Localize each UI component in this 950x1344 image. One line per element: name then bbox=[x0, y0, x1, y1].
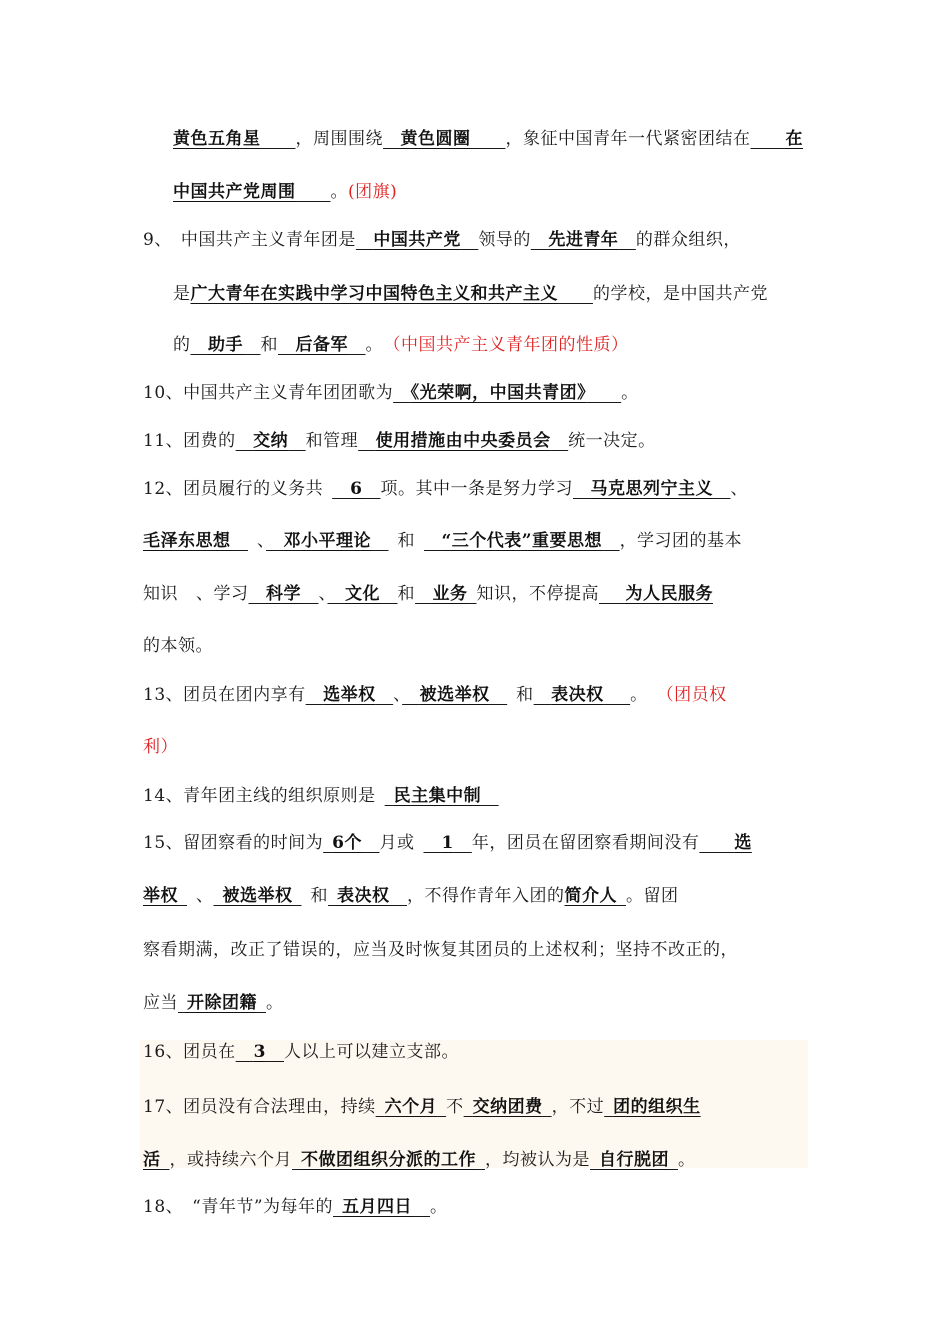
note: (团旗) bbox=[348, 182, 398, 202]
answer: 开除团籍 bbox=[187, 993, 257, 1013]
answer: 先进青年 bbox=[548, 230, 619, 250]
note: （中国共产主义青年团的性质） bbox=[392, 335, 629, 355]
text: 。 bbox=[621, 383, 639, 403]
text: 人以上可以建立支部。 bbox=[283, 1042, 459, 1062]
blank-underline bbox=[713, 479, 731, 499]
text: 和 bbox=[397, 584, 415, 604]
blank-underline bbox=[333, 1197, 342, 1217]
text: 知识 bbox=[143, 584, 178, 604]
blank-underline bbox=[590, 1150, 599, 1170]
text-line bbox=[173, 333, 629, 357]
blank-underline bbox=[602, 531, 620, 551]
blank-underline bbox=[531, 230, 549, 250]
text: 。 bbox=[630, 685, 648, 705]
text: 项。其中一条是努力学习 bbox=[380, 479, 573, 499]
text: 察看期满，改正了错误的，应当及时恢复其团员的上述权利；坚持不改正的， bbox=[143, 940, 738, 960]
answer: 举权 bbox=[143, 886, 178, 906]
text: 不 bbox=[446, 1097, 464, 1117]
question-14 bbox=[143, 784, 499, 808]
text-line bbox=[143, 1148, 696, 1172]
answer: 业务 bbox=[432, 584, 468, 604]
blank-underline bbox=[348, 335, 366, 355]
question-10 bbox=[143, 381, 639, 405]
text-line bbox=[143, 582, 713, 606]
text: 。 bbox=[678, 1150, 696, 1170]
question-18 bbox=[143, 1195, 448, 1219]
text: 。 bbox=[365, 335, 375, 355]
blank-underline bbox=[415, 584, 433, 604]
text: 17、 bbox=[143, 1097, 184, 1117]
blank-underline bbox=[402, 685, 420, 705]
blank-underline bbox=[424, 531, 442, 551]
blank-underline bbox=[454, 833, 472, 853]
text: 和 bbox=[310, 886, 328, 906]
answer: 表决权 bbox=[337, 886, 390, 906]
blank-underline bbox=[390, 886, 408, 906]
answer: 使用措施由中央委员会 bbox=[375, 431, 551, 451]
text: 团员履行的义务共 bbox=[183, 479, 324, 499]
blank-underline bbox=[293, 886, 302, 906]
answer: 黄色五角星 bbox=[173, 129, 261, 149]
blank-underline bbox=[362, 479, 380, 499]
blank-underline bbox=[617, 886, 626, 906]
blank-underline bbox=[481, 786, 499, 806]
text-line bbox=[143, 938, 738, 962]
text-line bbox=[143, 735, 178, 759]
text: 团员在团内享有 bbox=[183, 685, 306, 705]
text: 9、 bbox=[143, 230, 172, 250]
blank-underline bbox=[323, 833, 332, 853]
text: 知识，不停提高 bbox=[476, 584, 599, 604]
blank-underline bbox=[393, 383, 411, 403]
blank-underline bbox=[362, 833, 380, 853]
blank-underline bbox=[371, 531, 389, 551]
blank-underline bbox=[383, 129, 401, 149]
text-line bbox=[173, 127, 803, 151]
text: 团员没有合法理由，持续 bbox=[183, 1097, 376, 1117]
text: 的本领。 bbox=[143, 636, 213, 656]
text: 、 bbox=[318, 584, 328, 604]
text: ，不得作青年入团的 bbox=[407, 886, 565, 906]
blank-underline bbox=[423, 833, 441, 853]
text: 14、 bbox=[143, 786, 184, 806]
blank-underline bbox=[471, 129, 506, 149]
blank-underline bbox=[618, 230, 636, 250]
text: ，学习团的基本 bbox=[619, 531, 743, 551]
answer: 科学 bbox=[266, 584, 301, 604]
text: ，或持续六个月 bbox=[169, 1150, 292, 1170]
text: 团员在 bbox=[183, 1042, 236, 1062]
answer: 文化 bbox=[345, 584, 380, 604]
answer: 助手 bbox=[208, 335, 243, 355]
text: 留团察看的时间为 bbox=[183, 833, 324, 853]
blank-underline bbox=[328, 584, 346, 604]
answer: 6个 bbox=[332, 833, 362, 853]
blank-underline bbox=[266, 1042, 284, 1062]
blank-underline bbox=[358, 431, 376, 451]
blank-underline bbox=[257, 993, 266, 1013]
answer: 选举权 bbox=[323, 685, 376, 705]
text: 中国共产主义青年团团歌为 bbox=[183, 383, 394, 403]
answer: 《光荣啊，中国共青团》 bbox=[410, 383, 587, 403]
text: 和 bbox=[260, 335, 278, 355]
text-line bbox=[173, 282, 768, 306]
blank-underline bbox=[266, 531, 284, 551]
text: 12、 bbox=[143, 479, 184, 499]
text: 。 bbox=[266, 993, 284, 1013]
text: 16、 bbox=[143, 1042, 184, 1062]
blank-underline bbox=[236, 431, 254, 451]
question-12 bbox=[143, 477, 748, 501]
text: 10、 bbox=[143, 383, 184, 403]
text: 的群众组织， bbox=[635, 230, 741, 250]
answer: 广大青年在实践中学习中国特色主义和共产主义 bbox=[190, 284, 558, 304]
text: ，周围围绕 bbox=[295, 129, 383, 149]
text: 领导的 bbox=[478, 230, 531, 250]
answer: 马克思列宁主义 bbox=[590, 479, 713, 499]
blank-underline bbox=[288, 431, 306, 451]
answer: 民主集中制 bbox=[393, 786, 482, 806]
blank-underline bbox=[191, 335, 209, 355]
blank-underline bbox=[292, 1150, 301, 1170]
blank-underline bbox=[558, 284, 593, 304]
answer: 被选举权 bbox=[222, 886, 293, 906]
blank-underline bbox=[214, 886, 223, 906]
blank-underline bbox=[380, 584, 398, 604]
answer: 后备军 bbox=[295, 335, 348, 355]
blank-underline bbox=[464, 1097, 473, 1117]
question-13 bbox=[143, 683, 727, 707]
answer: 1 bbox=[441, 833, 454, 853]
blank-underline bbox=[231, 531, 249, 551]
text: 青年团主线的组织原则是 bbox=[183, 786, 376, 806]
question-11 bbox=[143, 429, 656, 453]
text: 年，团员在留团察看期间没有 bbox=[471, 833, 700, 853]
blank-underline bbox=[669, 1150, 678, 1170]
blank-underline bbox=[586, 383, 621, 403]
text: 、 bbox=[730, 479, 748, 499]
answer: 五月四日 bbox=[342, 1197, 413, 1217]
blank-underline bbox=[437, 1097, 446, 1117]
text: 和 bbox=[397, 531, 415, 551]
blank-underline bbox=[296, 182, 331, 202]
blank-underline bbox=[468, 584, 477, 604]
text: 18、 bbox=[143, 1197, 184, 1217]
blank-underline bbox=[534, 685, 552, 705]
text: 团费的 bbox=[183, 431, 236, 451]
blank-underline bbox=[236, 1042, 254, 1062]
text-line bbox=[143, 634, 213, 658]
answer: 团的组织生 bbox=[613, 1097, 701, 1117]
blank-underline bbox=[490, 685, 508, 705]
text-line bbox=[173, 180, 397, 204]
blank-underline bbox=[461, 230, 479, 250]
text-line bbox=[143, 884, 679, 908]
text: ，均被认为是 bbox=[485, 1150, 590, 1170]
blank-underline bbox=[385, 786, 394, 806]
answer: 6 bbox=[350, 479, 363, 499]
blank-underline bbox=[699, 833, 734, 853]
text: 中国共产主义青年团是 bbox=[180, 230, 356, 250]
text: 、学习 bbox=[196, 584, 249, 604]
text: 、 bbox=[257, 531, 266, 551]
blank-underline bbox=[476, 1150, 485, 1170]
text: 。留团 bbox=[626, 886, 679, 906]
text: 的学校，是中国共产党 bbox=[593, 284, 768, 304]
blank-underline bbox=[356, 230, 374, 250]
text: 和 bbox=[516, 685, 534, 705]
blank-underline bbox=[543, 1097, 552, 1117]
question-17 bbox=[143, 1095, 701, 1119]
text: 统一决定。 bbox=[568, 431, 656, 451]
answer: 邓小平理论 bbox=[283, 531, 371, 551]
question-9 bbox=[143, 228, 741, 252]
blank-underline bbox=[751, 129, 786, 149]
blank-underline bbox=[161, 1150, 170, 1170]
note: 利） bbox=[143, 737, 178, 757]
blank-underline bbox=[573, 479, 591, 499]
text: ，不过 bbox=[551, 1097, 605, 1117]
answer: “三个代表”重要思想 bbox=[441, 531, 603, 551]
blank-underline bbox=[306, 685, 324, 705]
answer: 不做团组织分派的工作 bbox=[301, 1150, 476, 1170]
answer: 3 bbox=[253, 1042, 266, 1062]
answer: 毛泽东思想 bbox=[143, 531, 231, 551]
answer: 黄色圆圈 bbox=[400, 129, 471, 149]
text: 和管理 bbox=[305, 431, 359, 451]
blank-underline bbox=[604, 685, 631, 705]
blank-underline bbox=[412, 1197, 430, 1217]
answer: 自行脱团 bbox=[599, 1150, 669, 1170]
blank-underline bbox=[301, 584, 319, 604]
note: （团员权 bbox=[656, 685, 727, 705]
question-16 bbox=[143, 1040, 459, 1064]
text: 的 bbox=[173, 335, 191, 355]
answer: 为人民服务 bbox=[625, 584, 713, 604]
text: 是 bbox=[173, 284, 191, 304]
blank-underline bbox=[178, 993, 187, 1013]
text: 。 bbox=[430, 1197, 448, 1217]
text: 13、 bbox=[143, 685, 184, 705]
text: 15、 bbox=[143, 833, 184, 853]
answer: 在 bbox=[785, 129, 803, 149]
text: ，象征中国青年一代紧密团结在 bbox=[505, 129, 751, 149]
blank-underline bbox=[376, 1097, 385, 1117]
answer: 交纳 bbox=[253, 431, 289, 451]
text-line bbox=[143, 529, 742, 553]
blank-underline bbox=[278, 335, 296, 355]
text: 。 bbox=[330, 182, 348, 202]
blank-underline bbox=[332, 479, 350, 499]
blank-underline bbox=[261, 129, 296, 149]
answer: 中国共产党 bbox=[373, 230, 461, 250]
blank-underline bbox=[599, 584, 626, 604]
text-line bbox=[143, 991, 284, 1015]
blank-underline bbox=[243, 335, 261, 355]
text: “青年节”为每年的 bbox=[192, 1197, 334, 1217]
blank-underline bbox=[249, 584, 267, 604]
text: 月或 bbox=[379, 833, 415, 853]
answer: 选 bbox=[734, 833, 752, 853]
question-15 bbox=[143, 831, 752, 855]
answer: 中国共产党周围 bbox=[173, 182, 296, 202]
blank-underline bbox=[178, 886, 187, 906]
answer: 交纳团费 bbox=[472, 1097, 543, 1117]
answer: 被选举权 bbox=[419, 685, 490, 705]
blank-underline bbox=[376, 685, 394, 705]
blank-underline bbox=[328, 886, 337, 906]
text: 、 bbox=[393, 685, 403, 705]
blank-underline bbox=[551, 431, 569, 451]
answer: 简介人 bbox=[564, 886, 617, 906]
answer: 六个月 bbox=[384, 1097, 438, 1117]
text: 11、 bbox=[143, 431, 184, 451]
text: 、 bbox=[196, 886, 214, 906]
answer: 活 bbox=[143, 1150, 161, 1170]
blank-underline bbox=[604, 1097, 613, 1117]
text: 应当 bbox=[143, 993, 178, 1013]
answer: 表决权 bbox=[551, 685, 604, 705]
